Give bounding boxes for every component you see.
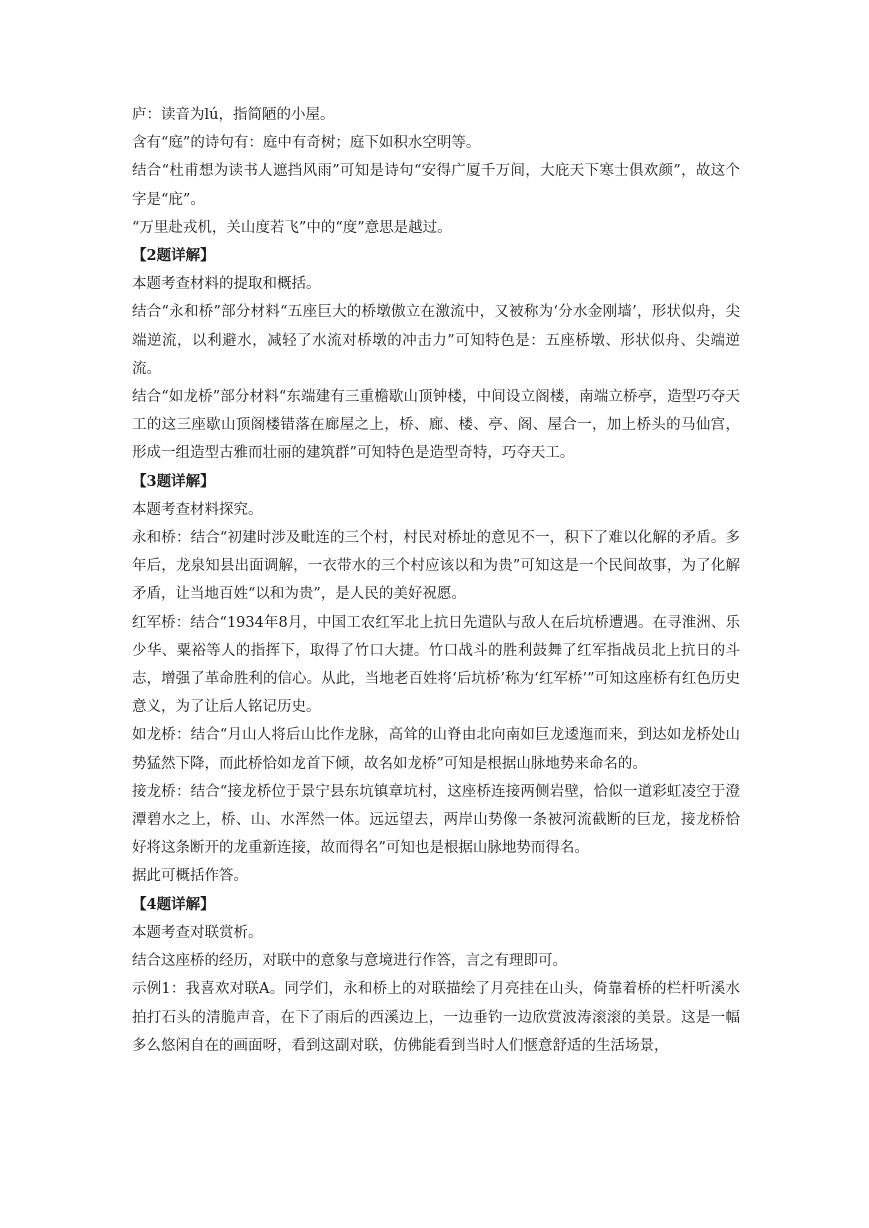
paragraph: 本题考查材料的提取和概括。 (132, 276, 321, 293)
paragraph: 红军桥：结合“1934年8月，中国工农红军北上抗日先遣队与敌人在后坑桥遭遇。在寻淮洲、乐少华、粟裕等人的指挥下，取得了竹口大捷。竹口战斗的胜利鼓舞了红军指战员北上抗日的斗志，增强了革命胜利的信心。从此，当地老百姓将‘后坑桥’称为‘红军桥’”可知这座桥有红色历史意义，为了让后人铭记历史。 (132, 614, 740, 716)
paragraph: 示例1：我喜欢对联A。同学们，永和桥上的对联描绘了月亮挂在山头，倚靠着桥的栏杆听溪水拍打石头的清脆声音，在下了雨后的西溪边上，一边垂钓一边欣赏波涛滚滚的美景。这是一幅多么悠闲自在的画面呀，看到这副对联，仿佛能看到当时人们惬意舒适的生活场景， (132, 981, 740, 1054)
paragraph: 结合“如龙桥”部分材料“东端建有三重檐歇山顶钟楼，中间设立阁楼，南端立桥亭，造型巧夺天工的这三座歇山顶阁楼错落在廊屋之上，桥、廊、楼、亭、阁、屋合一，加上桥头的马仙宫，形成一组造型古雅而壮丽的建筑群”可知特色是造型奇特，巧夺天工。 (132, 389, 740, 462)
paragraph: 含有“庭”的诗句有：庭中有奇树；庭下如积水空明等。 (132, 135, 481, 152)
answer-explanation (132, 101, 740, 1060)
paragraph: 接龙桥：结合“接龙桥位于景宁县东坑镇章坑村，这座桥连接两侧岩壁，恰似一道彩虹凌空于澄潭碧水之上，桥、山、水浑然一体。远远望去，两岸山势像一条被河流截断的巨龙，接龙桥恰好将这条断开的龙重新连接，故而得名”可知也是根据山脉地势而得名。 (132, 783, 740, 857)
paragraph: 结合“永和桥”部分材料“五座巨大的桥墩傲立在激流中，又被称为‘分水金刚墙’，形状似舟，尖端逆流，以利避水，减轻了水流对桥墩的冲击力”可知特色是：五座桥墩、形状似舟、尖端逆流。 (132, 304, 740, 377)
section-heading: 【4题详解】 (132, 895, 215, 913)
section-heading: 【3题详解】 (132, 472, 215, 490)
paragraph: 庐：读音为lú，指简陋的小屋。 (132, 107, 335, 123)
paragraph: 本题考查材料探究。 (132, 501, 263, 518)
paragraph: 结合“杜甫想为读书人遮挡风雨”可知是诗句“安得广厦千万间，大庇天下寒士俱欢颜”，故这个字是“庇”。 (132, 163, 740, 208)
section-heading: 【2题详解】 (132, 247, 215, 265)
paragraph: 如龙桥：结合“月山人将后山比作龙脉，高耸的山脊由北向南如巨龙逶迤而来，到达如龙桥处山势猛然下降，而此桥恰如龙首下倾，故名如龙桥”可知是根据山脉地势来命名的。 (132, 727, 740, 772)
paragraph: 本题考查对联赏析。 (132, 924, 263, 941)
paragraph: “万里赴戎机，关山度若飞”中的“度”意思是越过。 (132, 219, 452, 236)
paragraph: 永和桥：结合“初建时涉及毗连的三个村，村民对桥址的意见不一，积下了难以化解的矛盾。多年后，龙泉知县出面调解，一衣带水的三个村应该以和为贵”可知这是一个民间故事，为了化解矛盾，让当地百姓“以和为贵”，是人民的美好祝愿。 (132, 530, 740, 603)
paragraph: 结合这座桥的经历，对联中的意象与意境进行作答，言之有理即可。 (132, 953, 567, 970)
paragraph: 据此可概括作答。 (132, 868, 248, 885)
